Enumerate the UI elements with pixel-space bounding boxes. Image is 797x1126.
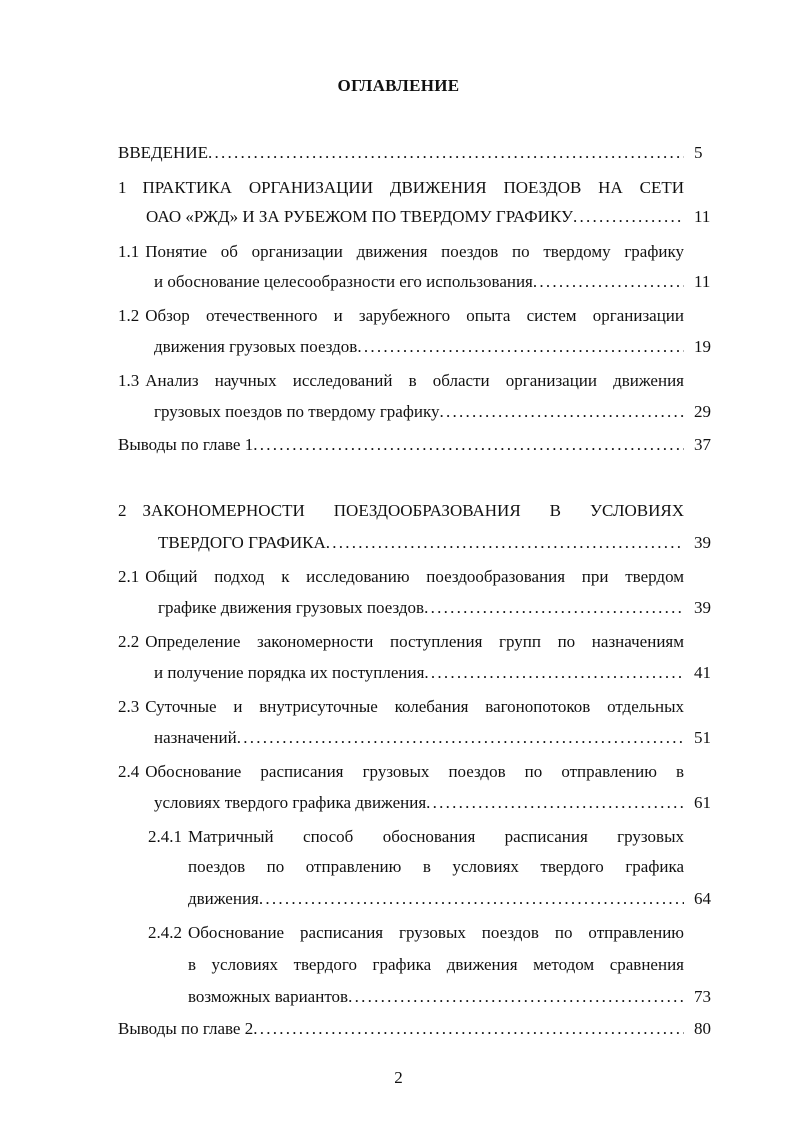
toc-page-number: 61 bbox=[694, 793, 711, 812]
toc-entry-text: Анализ научных исследований в области организации движения bbox=[145, 371, 684, 390]
toc-entry-2-3-cont bbox=[154, 727, 684, 749]
leader-dots bbox=[253, 1018, 684, 1040]
toc-entry-1-3 bbox=[118, 370, 684, 392]
toc-entry-2-4-1 bbox=[148, 826, 684, 848]
toc-entry-2 bbox=[118, 500, 684, 522]
toc-entry-number: 2.4.1 bbox=[148, 827, 182, 846]
leader-dots bbox=[259, 888, 684, 910]
toc-entry-text: и обоснование целесообразности его использования bbox=[154, 272, 533, 291]
toc-entry-2-4-2 bbox=[148, 922, 684, 944]
toc-entry-2-4-1-cont2 bbox=[188, 888, 684, 910]
toc-entry-conclusions-2 bbox=[118, 1018, 684, 1040]
toc-entry-1-2 bbox=[118, 305, 684, 327]
toc-entry-text: движения bbox=[188, 889, 259, 908]
toc-entry-intro bbox=[118, 142, 684, 164]
toc-entry-2-1 bbox=[118, 566, 684, 588]
toc-entry-text: Определение закономерности поступления групп по назначениям bbox=[145, 632, 684, 651]
toc-entry-text: поездов по отправлению в условиях твердого графика bbox=[188, 857, 684, 876]
toc-entry-2-2-cont bbox=[154, 662, 684, 684]
toc-page-number: 11 bbox=[694, 272, 711, 291]
toc-page-number: 64 bbox=[694, 889, 711, 908]
toc-entry-2-4 bbox=[118, 761, 684, 783]
toc-page-number: 19 bbox=[694, 337, 711, 356]
toc-entry-text: ТВЕРДОГО ГРАФИКА bbox=[158, 533, 326, 552]
toc-page-number: 80 bbox=[694, 1019, 711, 1038]
leader-dots bbox=[208, 142, 684, 164]
toc-page-number: 37 bbox=[694, 435, 711, 454]
toc-entry-number: 2.4.2 bbox=[148, 923, 182, 942]
toc-entry-text: ЗАКОНОМЕРНОСТИ ПОЕЗДООБРАЗОВАНИЯ В УСЛОВИЯХ bbox=[142, 501, 684, 520]
leader-dots bbox=[253, 434, 684, 456]
toc-entry-number: 1.2 bbox=[118, 306, 140, 325]
toc-entry-text: в условиях твердого графика движения методом сравнения bbox=[188, 955, 684, 974]
toc-entry-1-1 bbox=[118, 241, 684, 263]
toc-entry-2-cont bbox=[158, 532, 684, 554]
toc-page-number: 41 bbox=[694, 663, 711, 682]
toc-entry-text: Суточные и внутрисуточные колебания вагонопотоков отдельных bbox=[145, 697, 684, 716]
toc-entry-text: движения грузовых поездов bbox=[154, 337, 358, 356]
toc-entry-1-3-cont bbox=[154, 401, 684, 423]
toc-entry-number: 2 bbox=[118, 501, 127, 520]
toc-entry-1-cont bbox=[146, 206, 684, 228]
toc-entry-text: Обоснование расписания грузовых поездов по отправлению bbox=[188, 923, 684, 942]
leader-dots bbox=[573, 206, 684, 228]
page-number-footer: 2 bbox=[394, 1068, 403, 1087]
toc-entry-number: 2.3 bbox=[118, 697, 140, 716]
toc-entry-text: условиях твердого графика движения bbox=[154, 793, 427, 812]
leader-dots bbox=[426, 792, 684, 814]
leader-dots bbox=[326, 532, 684, 554]
toc-entry-number: 1 bbox=[118, 178, 127, 197]
toc-entry-text: ПРАКТИКА ОРГАНИЗАЦИИ ДВИЖЕНИЯ ПОЕЗДОВ НА СЕТИ bbox=[142, 178, 684, 197]
toc-entry-text: Обоснование расписания грузовых поездов по отправлению в bbox=[145, 762, 684, 781]
page-title: ОГЛАВЛЕНИЕ bbox=[337, 76, 460, 95]
toc-entry-2-4-2-cont bbox=[188, 954, 684, 976]
toc-entry-2-4-1-cont bbox=[188, 856, 684, 878]
toc-entry-text: Матричный способ обоснования расписания грузовых bbox=[188, 827, 684, 846]
toc-entry-text: Выводы по главе 1 bbox=[118, 435, 254, 454]
leader-dots bbox=[357, 336, 684, 358]
toc-entry-text: возможных вариантов bbox=[188, 987, 349, 1006]
toc-entry-text: Выводы по главе 2 bbox=[118, 1019, 254, 1038]
toc-page-number: 29 bbox=[694, 402, 711, 421]
leader-dots bbox=[237, 727, 684, 749]
toc-page-number: 39 bbox=[694, 533, 711, 552]
toc-page-number: 5 bbox=[694, 143, 703, 162]
leader-dots bbox=[533, 271, 684, 293]
toc-entry-number: 2.1 bbox=[118, 567, 140, 586]
leader-dots bbox=[439, 401, 684, 423]
toc-entry-text: грузовых поездов по твердому графику bbox=[154, 402, 440, 421]
toc-entry-2-3 bbox=[118, 696, 684, 718]
leader-dots bbox=[424, 597, 684, 619]
toc-entry-text: графике движения грузовых поездов bbox=[158, 598, 425, 617]
toc-entry-1-2-cont bbox=[154, 336, 684, 358]
toc-page-number: 39 bbox=[694, 598, 711, 617]
toc-entry-number: 2.4 bbox=[118, 762, 140, 781]
toc-entry-number: 2.2 bbox=[118, 632, 140, 651]
toc-entry-text: Понятие об организации движения поездов по твердому графику bbox=[145, 242, 684, 261]
toc-entry-conclusions-1 bbox=[118, 434, 684, 456]
toc-entry-1 bbox=[118, 177, 684, 199]
toc-entry-text: Обзор отечественного и зарубежного опыта систем организации bbox=[145, 306, 684, 325]
leader-dots bbox=[348, 986, 684, 1008]
toc-entry-2-2 bbox=[118, 631, 684, 653]
toc-entry-text: Общий подход к исследованию поездообразования при твердом bbox=[145, 567, 684, 586]
toc-entry-number: 1.1 bbox=[118, 242, 140, 261]
toc-entry-2-4-cont bbox=[154, 792, 684, 814]
toc-entry-text: и получение порядка их поступления bbox=[154, 663, 425, 682]
toc-page-number: 11 bbox=[694, 207, 711, 226]
toc-entry-text: назначений bbox=[154, 728, 237, 747]
toc-entry-text: ОАО «РЖД» И ЗА РУБЕЖОМ ПО ТВЕРДОМУ ГРАФИКУ bbox=[146, 207, 573, 226]
toc-entry-1-1-cont bbox=[154, 271, 684, 293]
toc-entry-text: ВВЕДЕНИЕ bbox=[118, 143, 208, 162]
leader-dots bbox=[424, 662, 684, 684]
toc-entry-2-1-cont bbox=[158, 597, 684, 619]
toc-page-number: 51 bbox=[694, 728, 711, 747]
toc-entry-number: 1.3 bbox=[118, 371, 140, 390]
toc-entry-2-4-2-cont2 bbox=[188, 986, 684, 1008]
toc-page-number: 73 bbox=[694, 987, 711, 1006]
